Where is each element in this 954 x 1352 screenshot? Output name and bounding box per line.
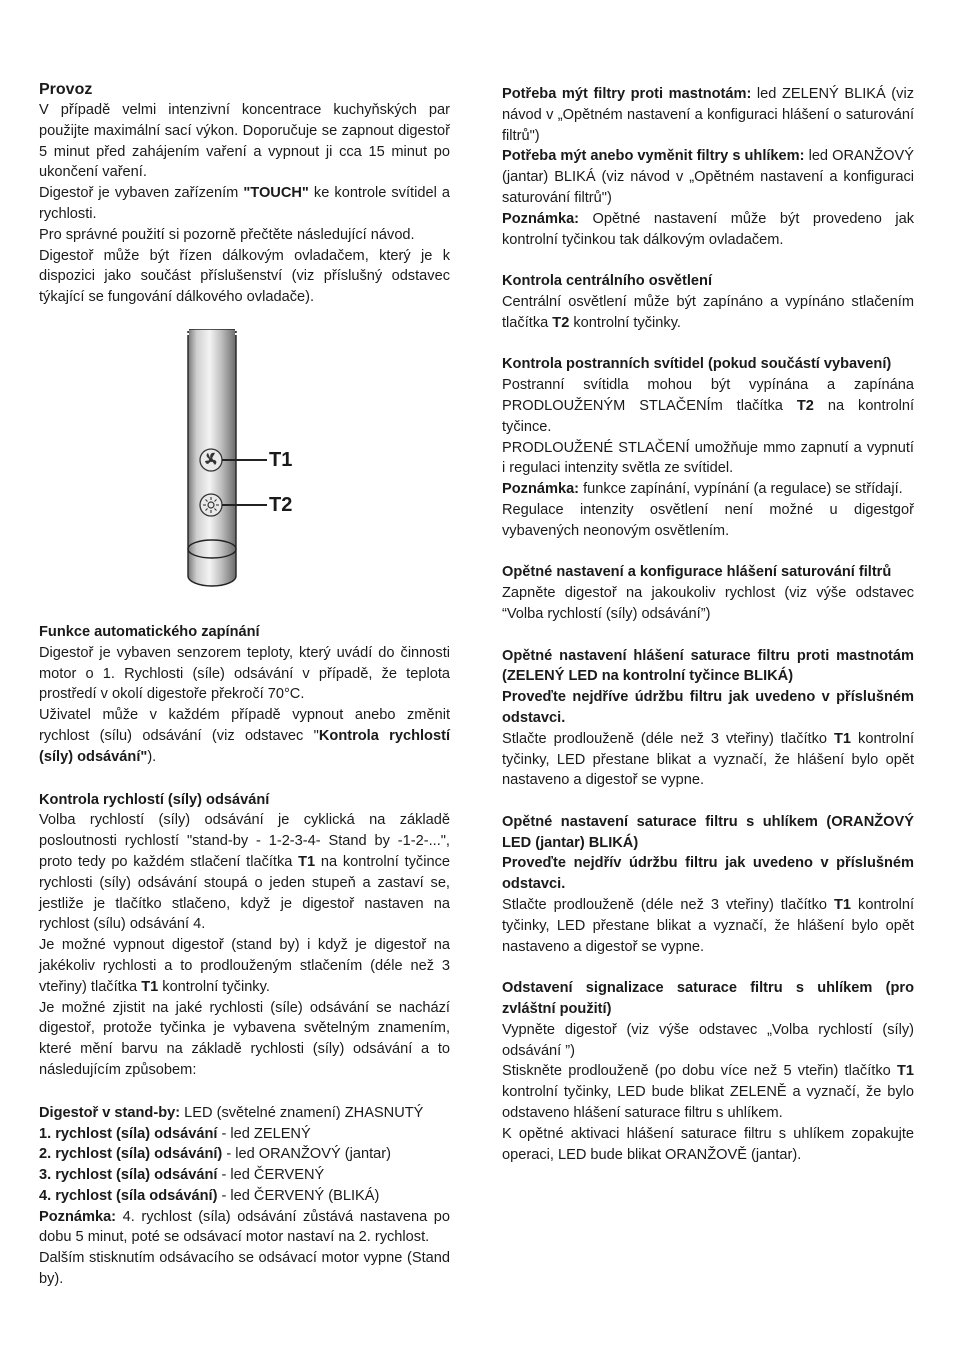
note: Poznámka: funkce zapínání, vypínání (a regulace) se střídají. <box>502 481 903 498</box>
paragraph: Stlačte prodlouženě (déle než 3 vteřiny) tlačítko T1 kontrolní tyčinky, LED přestane blikat a vyznačí, že hlášení bylo opět nastaveno a digestoř se vypne. <box>502 730 915 789</box>
paragraph: K opětné aktivaci hlášení saturace filtru s uhlíkem zopakujte operaci, LED bude blikat ORANŽOVĚ (jantar). <box>502 1125 914 1163</box>
paragraph: V případě velmi intenzivní koncentrace kuchyňských par použijte maximální sací výkon. Doporučuje se zapnout digestoř 5 minut před zahájením vaření a vypnout ji cca 15 minut po ukončení vaření. <box>39 102 450 181</box>
note: Poznámka: Opětné nastavení může být provedeno jak kontrolní tyčinkou tak dálkovým ovladačem. <box>502 210 914 248</box>
paragraph: Dalším stisknutím odsávacího se odsávací motor vypne (Stand by). <box>39 1250 450 1288</box>
paragraph: Volba rychlostí (síly) odsávání je cyklická na základě posloutnosti rychlostí "stand-by - 1-2-3-4- Stand by -1-2-...", proto tedy po každém stlačení tlačítka T1 na kontrolní tyčince rychlosti (síly) odsávání stoupá o jeden stupeň a zastaví se, jestliže je tlačítko stlačeno, když je digestoř nastaven na rychlost (sílu) odsávání 4. <box>39 812 450 933</box>
paragraph: Pro správné použití si pozorně přečtěte následující návod. <box>39 226 415 243</box>
paragraph: Je možné zjistit na jaké rychlosti (síle) odsávání se nachází digestoř, protože tyčinka je vybavena světelným znamením, které mění barvu na základě rychlosti (síly) odsávání a to následujícím způsobem: <box>39 999 450 1078</box>
paragraph: Digestoř může být řízen dálkovým ovladačem, který je k dispozici jako součást příslušenství (viz příslušný odstavec týkající se fungování dálkového ovladače). <box>39 247 450 306</box>
filter-carbon-status: Potřeba mýt anebo vyměnit filtry s uhlíkem: led ORANŽOVÝ (jantar) BLIKÁ (viz návod v „Opětném nastavení a konfiguraci saturování filtrů") <box>502 148 915 206</box>
paragraph-bold: Proveďte nejdřív údržbu filtru jak uvedeno v příslušném odstavci. <box>502 855 914 893</box>
paragraph: Uživatel může v každém případě vypnout anebo změnit rychlost (sílu) odsávání (viz odstavec "Kontrola rychlostí (síly) odsávání"). <box>39 707 451 765</box>
t2-label: T2 <box>269 493 293 516</box>
paragraph: Postranní svítidla mohou být vypínána a zapínána PRODLOUŽENÝM STLAČENÍm tlačítka T2 na kontrolní tyčince. <box>502 377 914 435</box>
paragraph: Digestoř je vybaven zařízením "TOUCH" ke kontrole svítidel a rychlosti. <box>39 185 450 222</box>
paragraph-bold: Proveďte nejdříve údržbu filtru jak uvedeno v příslušném odstavci. <box>502 689 914 726</box>
section-title-provoz: Provoz <box>39 81 93 98</box>
left-column <box>39 80 450 1290</box>
paragraph: Digestoř je vybaven senzorem teploty, který uvádí do činnosti motor o 1. Rychlosti (síle) odsávání v případě, že teplota prostředí v okolí digestoře překročí 70°C. <box>39 644 450 703</box>
paragraph: Regulace intenzity osvětlení není možné u digestgoř vybavených neonovým osvětlením. <box>502 501 914 539</box>
paragraph: Je možné vypnout digestoř (stand by) i když je digestoř na jakékoliv rychlosti a to prodlouženým stlačením (déle než 3 vteřiny) tlačítka T1 kontrolní tyčinky. <box>39 937 450 995</box>
section-title-reset-grease: Opětné nastavení hlášení saturace filtru proti mastnotám (ZELENÝ LED na kontrolní tyčince BLIKÁ) <box>502 647 914 685</box>
filter-grease-status: Potřeba mýt filtry proti mastnotám: led ZELENÝ BLIKÁ (viz návod v „Opětném nastavení a konfiguraci hlášení o saturování filtrů") <box>502 86 914 144</box>
section-title-disable-signal: Odstavení signalizace saturace filtru s uhlíkem (pro zvláštní použití) <box>502 980 914 1018</box>
control-bar-figure <box>39 329 450 599</box>
status-speed-1: 1. rychlost (síla) odsávání - led ZELENÝ <box>39 1125 311 1142</box>
status-standby: Digestoř v stand-by: LED (světelné znamení) ZHASNUTÝ <box>39 1104 424 1121</box>
section-title-auto: Funkce automatického zapínání <box>39 623 260 640</box>
section-title-central-light: Kontrola centrálního osvětlení <box>502 273 713 290</box>
status-speed-3: 3. rychlost (síla) odsávání - led ČERVENÝ <box>39 1167 325 1184</box>
paragraph: Stiskněte prodlouženě (po dobu více než 5 vteřin) tlačítko T1 kontrolní tyčinky, LED bude blikat ZELENĚ a vyznačí, že bylo odstaveno hlášení saturace filtru s uhlíkem. <box>502 1063 914 1122</box>
section-title-reset-carbon: Opětné nastavení saturace filtru s uhlíkem (ORANŽOVÝ LED (jantar) BLIKÁ) <box>502 813 914 851</box>
fan-icon <box>200 449 222 471</box>
paragraph: PRODLOUŽENÉ STLAČENÍ umožňuje mmo zapnutí a vypnutí i regulaci intenzity světla ze svítidel. <box>502 439 914 477</box>
status-speed-2: 2. rychlost (síla) odsávání) - led ORANŽOVÝ (jantar) <box>39 1146 391 1163</box>
control-bar-illustration <box>39 329 450 599</box>
status-speed-4: 4. rychlost (síla odsávání) - led ČERVENÝ (BLIKÁ) <box>39 1187 380 1204</box>
paragraph: Vypněte digestoř (viz výše odstavec „Volba rychlostí (síly) odsávání ”) <box>502 1021 914 1059</box>
right-column <box>502 84 914 1165</box>
paragraph: Stlačte prodlouženě (déle než 3 vteřiny) tlačítko T1 kontrolní tyčinky, LED přestane blikat a vyznačí, že hlášení bylo opět nastaveno a digestoř se vypne. <box>502 897 915 955</box>
paragraph: Zapněte digestoř na jakoukoliv rychlost (viz výše odstavec “Volba rychlostí (síly) odsávání”) <box>502 585 914 622</box>
section-title-side-lights: Kontrola postranních svítidel (pokud součástí vybavení) <box>502 356 892 373</box>
section-title-speed: Kontrola rychlostí (síly) odsávání <box>39 791 270 808</box>
section-title-reset-config: Opětné nastavení a konfigurace hlášení saturování filtrů <box>502 564 892 581</box>
note: Poznámka: 4. rychlost (síla) odsávání zůstává nastavena po dobu 5 minut, poté se odsávací motor nastaví na 2. rychlost. <box>39 1208 450 1246</box>
light-icon <box>200 494 222 516</box>
t1-label: T1 <box>269 448 293 471</box>
paragraph: Centrální osvětlení může být zapínáno a vypínáno stlačením tlačítka T2 kontrolní tyčinky. <box>502 293 914 331</box>
